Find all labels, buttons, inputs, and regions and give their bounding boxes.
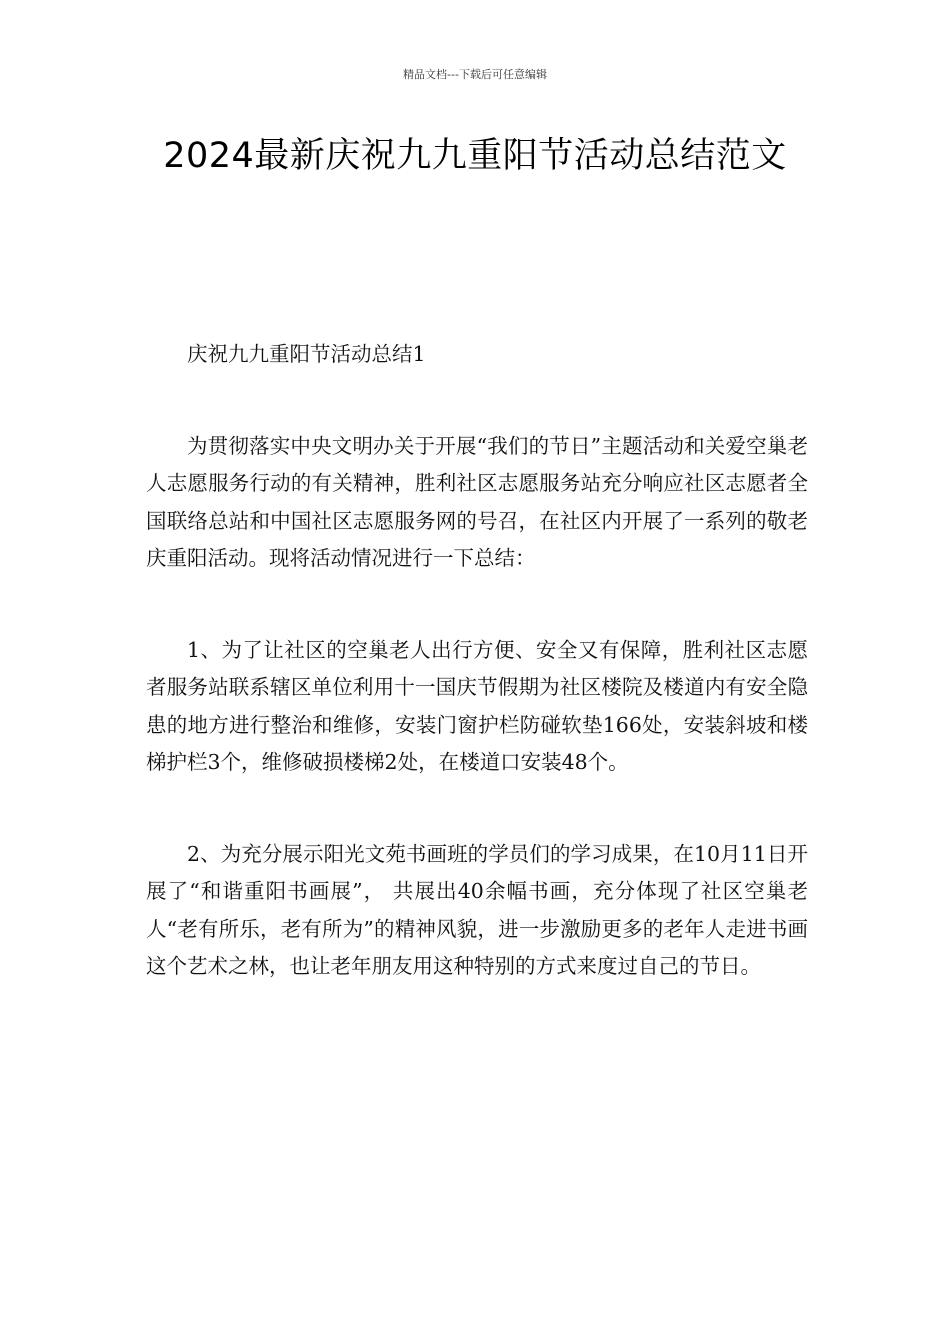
header-note: 精品文档---下载后可任意编辑 — [403, 68, 547, 81]
paragraph-item-1: 1、为了让社区的空巢老人出行方便、安全又有保障，胜利社区志愿者服务站联系辖区单位利用十一国庆节假期为社区楼院及楼道内有安全隐患的地方进行整治和维修，安装门窗护栏防碰软垫166处，安装斜坡和楼梯护栏3个，维修破损楼梯2处，在楼道口安装48个。 — [146, 637, 808, 774]
page-title: 2024最新庆祝九九重阳节活动总结范文 — [163, 136, 787, 176]
section-heading: 庆祝九九重阳节活动总结1 — [187, 342, 426, 366]
paragraph-intro: 为贯彻落实中央文明办关于开展“我们的节日”主题活动和关爱空巢老人志愿服务行动的有关精神，胜利社区志愿服务站充分响应社区志愿者全国联络总站和中国社区志愿服务网的号召，在社区内开展了一系列的敬老庆重阳活动。现将活动情况进行一下总结： — [146, 433, 808, 570]
document-body — [146, 336, 808, 1040]
paragraph-item-2: 2、为充分展示阳光文苑书画班的学员们的学习成果，在10月11日开展了“和谐重阳书画展”， 共展出40余幅书画，充分体现了社区空巢老人“老有所乐，老有所为”的精神风貌，进一步激励更多的老年人走进书画这个艺术之林，也让老年朋友用这种特别的方式来度过自己的节日。 — [146, 841, 808, 978]
